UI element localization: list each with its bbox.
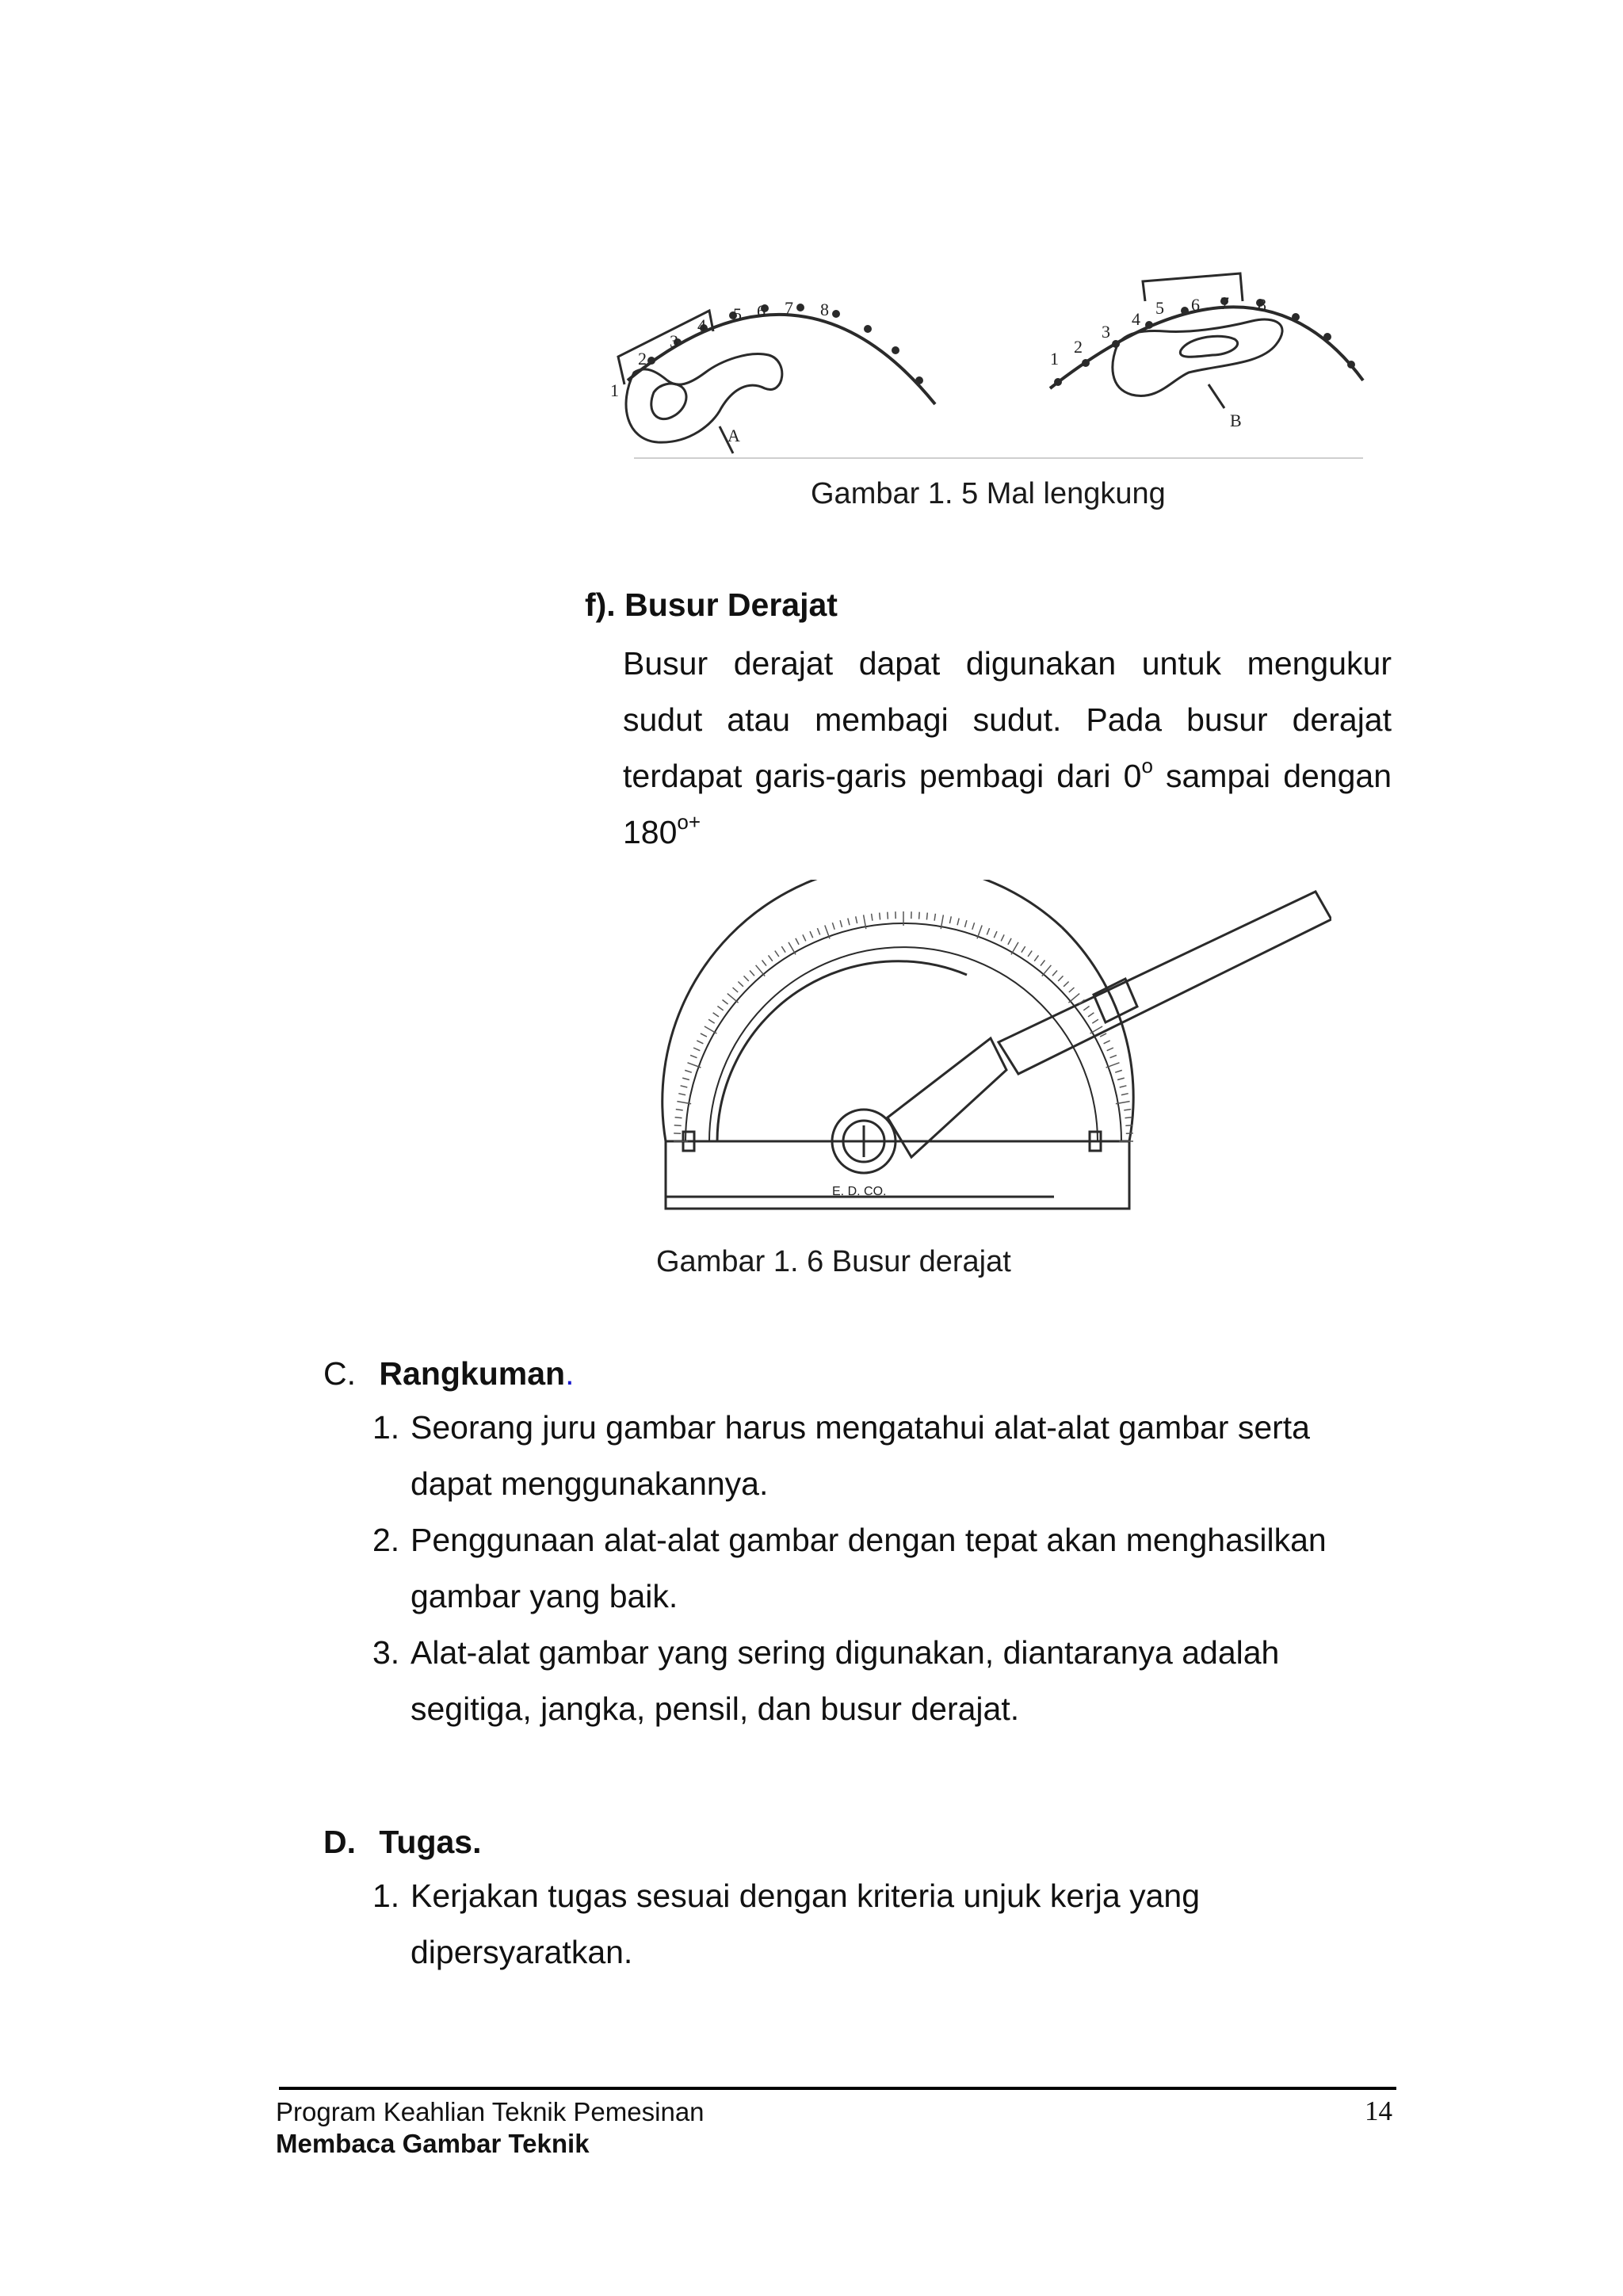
protractor-tick	[727, 994, 739, 1003]
protractor-tick	[848, 919, 850, 926]
protractor-tick	[675, 1117, 682, 1118]
protractor-tick	[1125, 1125, 1132, 1126]
protractor-tick	[810, 931, 813, 938]
protractor-tick	[1121, 1094, 1128, 1095]
protractor-tick	[678, 1094, 685, 1095]
protractor-tick	[957, 919, 959, 926]
protractor-tick	[1028, 951, 1032, 957]
protractor-tick	[1058, 976, 1063, 981]
summary-item-1-line-2: dapat menggunakannya.	[411, 1465, 769, 1502]
left-template-hole	[651, 384, 686, 419]
protractor-tick	[713, 1013, 719, 1017]
protractor-tick	[674, 1125, 682, 1126]
protractor-tick	[1068, 994, 1079, 1003]
protractor-tick	[705, 1026, 717, 1033]
protractor-tick	[832, 923, 834, 930]
section-f-line-1: Busur derajat dapat digunakan untuk mengukur	[623, 645, 1392, 682]
protractor-inner-arc	[717, 961, 967, 1141]
right-num-7: 7	[1220, 293, 1229, 313]
protractor-tick	[756, 965, 766, 976]
left-num-4: 4	[697, 315, 706, 335]
section-c-letter: C.	[323, 1355, 356, 1392]
protractor-tick	[1110, 1055, 1117, 1057]
footer-program: Program Keahlian Teknik Pemesinan	[276, 2097, 705, 2126]
section-f-heading: f). Busur Derajat	[585, 586, 838, 623]
protractor-tick	[733, 988, 739, 992]
protractor-tick	[744, 976, 749, 981]
protractor-tick	[840, 920, 842, 927]
protractor-tick	[803, 934, 806, 941]
protractor-tick	[738, 982, 743, 987]
protractor-tick	[717, 1007, 723, 1010]
figure-1-5-caption: Gambar 1. 5 Mal lengkung	[811, 477, 1166, 510]
protractor-tick	[1083, 1007, 1089, 1010]
summary-item-3-line-1: Alat-alat gambar yang sering digunakan, diantaranya adalah	[411, 1634, 1280, 1671]
swing-arm	[888, 1038, 1006, 1157]
protractor-tick	[1069, 988, 1075, 992]
section-c-heading	[323, 1355, 574, 1392]
left-num-2: 2	[638, 349, 647, 369]
protractor-tick	[1088, 1013, 1094, 1017]
footer-module: Membaca Gambar Teknik	[276, 2129, 590, 2158]
protractor-tick	[872, 914, 873, 921]
curve-points	[647, 297, 1355, 386]
figure-1-6-caption: Gambar 1. 6 Busur derajat	[656, 1245, 1011, 1278]
protractor-tick	[762, 961, 767, 966]
summary-item-2-num: 2.	[372, 1522, 400, 1558]
left-num-7: 7	[785, 298, 793, 318]
protractor-tick	[1001, 934, 1004, 941]
protractor-tick	[1041, 961, 1045, 966]
protractor-tick	[708, 1019, 715, 1023]
protractor-tick	[972, 923, 975, 930]
protractor-tick	[1064, 982, 1069, 987]
line-3-text-b: sampai dengan	[1152, 758, 1392, 794]
protractor-figure	[650, 880, 1331, 1221]
protractor-tick	[1125, 1117, 1132, 1118]
protractor-tick	[1011, 942, 1018, 955]
protractor-tick	[856, 916, 857, 923]
section-c-title-dot: .	[565, 1355, 575, 1392]
right-num-2: 2	[1074, 337, 1083, 357]
protractor-maker-mark: E. D. CO.	[832, 1185, 887, 1198]
section-f-paragraph	[623, 636, 1392, 861]
protractor-tick	[1008, 938, 1011, 945]
summary-item-3-line-2: segitiga, jangka, pensil, dan busur derajat.	[411, 1690, 1020, 1727]
protractor-base-bar	[666, 1141, 1129, 1209]
task-item-1-line-2: dipersyaratkan.	[411, 1934, 633, 1970]
page-number: 14	[1365, 2095, 1392, 2126]
protractor-tick	[701, 1033, 707, 1037]
section-f-line-4	[623, 804, 1392, 861]
right-num-4: 4	[1132, 309, 1140, 329]
right-num-3: 3	[1102, 322, 1110, 342]
footer-rule	[279, 2087, 1396, 2090]
section-f-line-3	[623, 748, 1392, 804]
protractor-tick	[1092, 1019, 1098, 1023]
protractor-tick	[817, 928, 819, 934]
protractor-tick	[693, 1048, 700, 1051]
right-num-1: 1	[1050, 349, 1059, 369]
summary-item-1-num: 1.	[372, 1409, 400, 1446]
summary-item-3-num: 3.	[372, 1634, 400, 1671]
left-num-1: 1	[610, 380, 619, 400]
left-num-5: 5	[733, 304, 742, 324]
degree-plus-superscript: o+	[677, 810, 701, 834]
protractor-tick	[1117, 1078, 1125, 1079]
summary-item-1-line-1: Seorang juru gambar harus mengatahui alat-alat gambar serta	[411, 1409, 1310, 1446]
section-d-title: Tugas.	[379, 1824, 482, 1860]
protractor-tick	[681, 1086, 688, 1087]
protractor-tick	[965, 920, 967, 927]
right-template-hole	[1180, 336, 1237, 357]
protractor-tick	[1120, 1086, 1127, 1087]
task-item-1-num: 1.	[372, 1878, 400, 1914]
left-num-6: 6	[757, 301, 766, 321]
protractor-tick	[919, 912, 920, 919]
protractor-tick	[987, 928, 989, 934]
protractor-tick	[769, 955, 773, 961]
protractor-tick	[1115, 1070, 1122, 1072]
section-f-line-2: sudut atau membagi sudut. Pada busur derajat	[623, 701, 1392, 738]
protractor-tick	[926, 913, 927, 920]
left-num-8: 8	[820, 300, 829, 319]
summary-item-2-line-1: Penggunaan alat-alat gambar dengan tepat akan menghasilkan	[411, 1522, 1327, 1558]
protractor-tick	[1104, 1041, 1110, 1044]
line-4-text: 180	[623, 814, 678, 850]
section-d-letter: D.	[323, 1824, 356, 1860]
ruler-blade	[999, 892, 1331, 1074]
protractor-tick	[934, 914, 935, 921]
protractor-tick	[723, 1000, 728, 1005]
summary-item-2-line-2: gambar yang baik.	[411, 1578, 678, 1614]
protractor-tick	[781, 946, 785, 953]
protractor-tick	[1034, 955, 1038, 961]
right-label-b: B	[1230, 411, 1242, 430]
left-curve-template	[626, 354, 782, 443]
protractor-tick	[949, 916, 951, 923]
french-curve-figure	[602, 254, 1395, 468]
section-c-title: Rangkuman	[379, 1355, 566, 1392]
protractor-tick	[1052, 971, 1057, 976]
protractor-tick	[789, 942, 796, 955]
protractor-tick	[697, 1041, 703, 1044]
right-num-8: 8	[1258, 295, 1266, 315]
protractor-tick	[775, 951, 779, 957]
right-num-5: 5	[1155, 298, 1164, 318]
protractor-tick	[690, 1055, 697, 1057]
protractor-tick	[796, 938, 799, 945]
right-num-6: 6	[1191, 295, 1200, 315]
protractor-tick	[685, 1070, 692, 1072]
task-item-1-line-1: Kerjakan tugas sesuai dengan kriteria unjuk kerja yang	[411, 1878, 1200, 1914]
protractor-tick	[682, 1078, 689, 1079]
protractor-tick	[750, 971, 754, 976]
left-label-a: A	[727, 426, 740, 445]
protractor-tick	[1107, 1048, 1113, 1051]
left-num-3: 3	[670, 331, 678, 351]
protractor-tick	[1022, 946, 1025, 953]
protractor-tick	[1042, 965, 1052, 976]
section-d-heading	[323, 1824, 482, 1861]
protractor-tick	[994, 931, 997, 938]
right-dotted-curve	[1050, 307, 1363, 388]
degree-superscript: o	[1141, 754, 1153, 777]
line-3-text-a: terdapat garis-garis pembagi dari 0	[623, 758, 1142, 794]
